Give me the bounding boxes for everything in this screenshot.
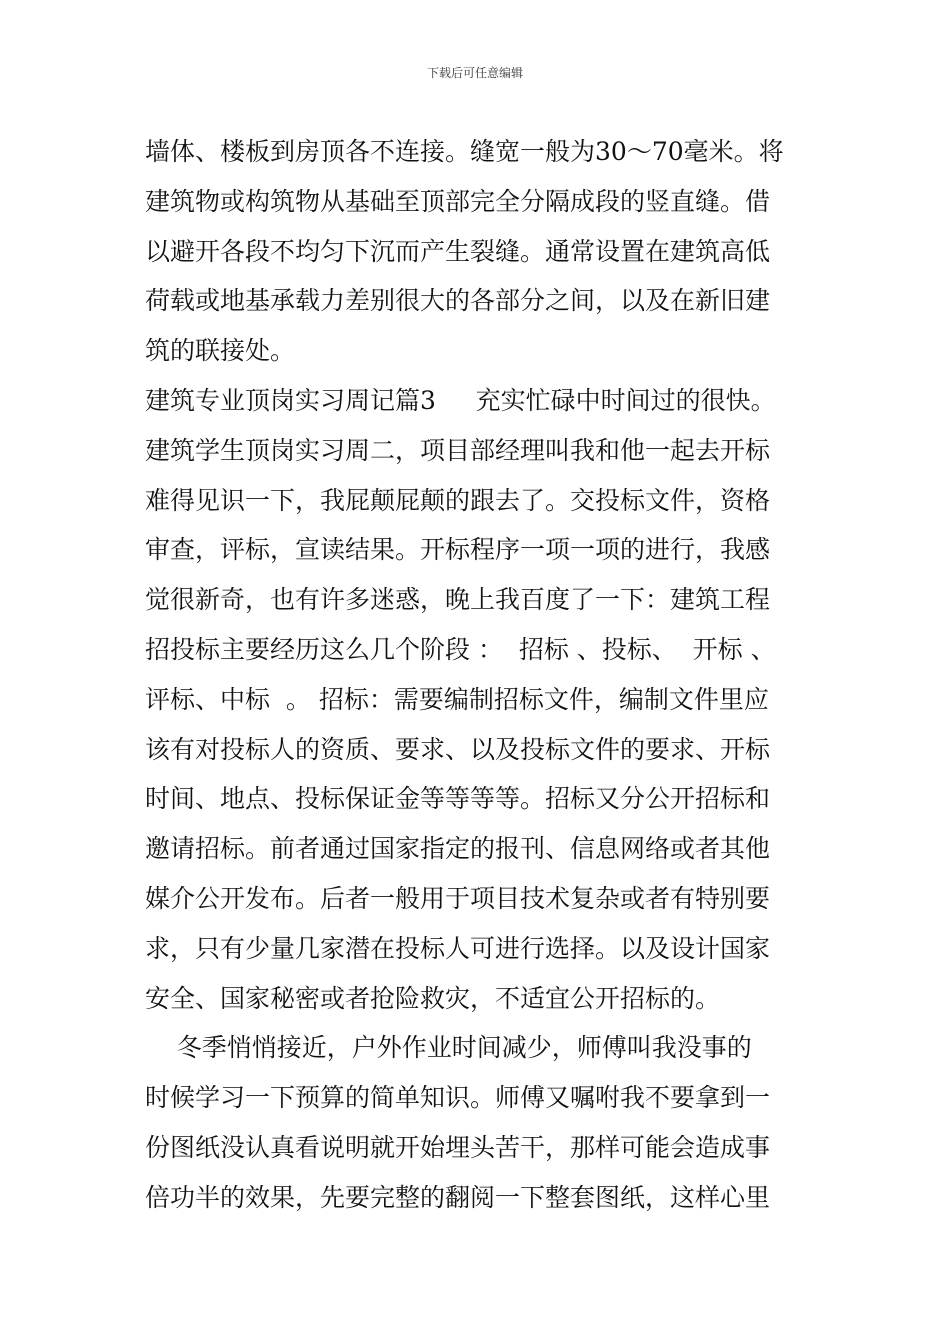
document-body [145,127,807,1223]
section-heading-line: 建筑专业顶岗实习周记篇3 充实忙碌中时间过的很快。 [145,385,776,415]
text-line: 份图纸没认真看说明就开始埋头苦干，那样可能会造成事 [145,1132,771,1162]
text-line: 招投标主要经历这么几个阶段 ： 招标 、投标、 开标 、 [145,634,776,664]
text-line: 难得见识一下，我屁颠屁颠的跟去了。交投标文件，资格 [145,485,771,515]
text-line: 觉很新奇，也有许多迷惑，晚上我百度了一下：建筑工程 [145,585,771,615]
text-line: 时候学习一下预算的简单知识。师傅又嘱咐我不要拿到一 [145,1083,771,1113]
text-line: 求，只有少量几家潜在投标人可进行选择。以及设计国家 [145,933,771,963]
text-line: 媒介公开发布。后者一般用于项目技术复杂或者有特别要 [145,883,771,913]
text-line: 荷载或地基承载力差别很大的各部分之间，以及在新旧建 [145,286,771,316]
text-line: 建筑学生顶岗实习周二，项目部经理叫我和他一起去开标 [145,435,771,465]
text-line: 审查，评标，宣读结果。开标程序一项一项的进行，我感 [145,535,771,565]
text-line: 墙体、楼板到房顶各不连接。缝宽一般为30～70毫米。将 [145,137,784,166]
page-header-note: 下载后可任意编辑 [426,66,523,80]
paragraph-start-line: 冬季悄悄接近，户外作业时间减少，师傅叫我没事的 [145,1033,752,1063]
text-line: 评标、中标 。 招标：需要编制招标文件，编制文件里应 [145,684,769,714]
text-line: 安全、国家秘密或者抢险救灾，不适宜公开招标的。 [145,983,721,1013]
text-line: 该有对投标人的资质、要求、以及投标文件的要求、开标 [145,734,771,764]
text-line: 以避开各段不均匀下沉而产生裂缝。通常设置在建筑高低 [145,236,771,266]
text-line: 筑的联接处。 [145,336,296,366]
text-line: 时间、地点、投标保证金等等等等。招标又分公开招标和 [145,784,771,814]
text-line: 建筑物或构筑物从基础至顶部完全分隔成段的竖直缝。借 [145,186,771,216]
text-line: 邀请招标。前者通过国家指定的报刊、信息网络或者其他 [145,834,771,864]
text-line: 倍功半的效果，先要完整的翻阅一下整套图纸，这样心里 [145,1182,771,1212]
